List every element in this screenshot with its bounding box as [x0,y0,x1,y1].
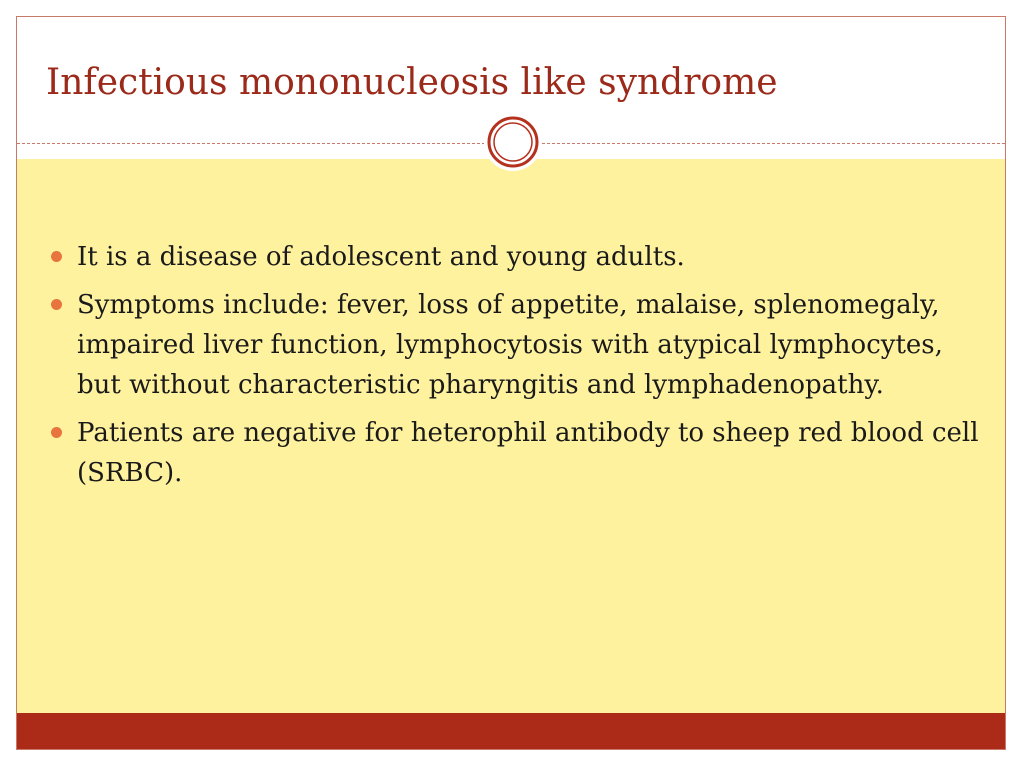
circle-bullet-icon [51,251,62,262]
slide [16,16,1006,750]
footer-bar [17,713,1005,749]
bullet-list [47,237,987,501]
bullet-item [47,237,987,277]
bullet-item [47,413,987,493]
content-area [17,159,1005,715]
bullet-text: It is a disease of adolescent and young adults. [77,242,685,272]
bullet-item [47,285,987,405]
circle-bullet-icon [51,427,62,438]
double-circle-icon [483,112,543,172]
slide-title: Infectious mononucleosis like syndrome [46,62,778,103]
bullet-text: Patients are negative for heterophil antibody to sheep red blood cell (SRBC). [77,418,979,488]
bullet-text: Symptoms include: fever, loss of appetite, malaise, splenomegaly, impaired liver function, lymphocytosis with atypical lymphocytes, but without characteristic pharyngitis and lymphadenopathy. [77,290,943,400]
circle-bullet-icon [51,299,62,310]
